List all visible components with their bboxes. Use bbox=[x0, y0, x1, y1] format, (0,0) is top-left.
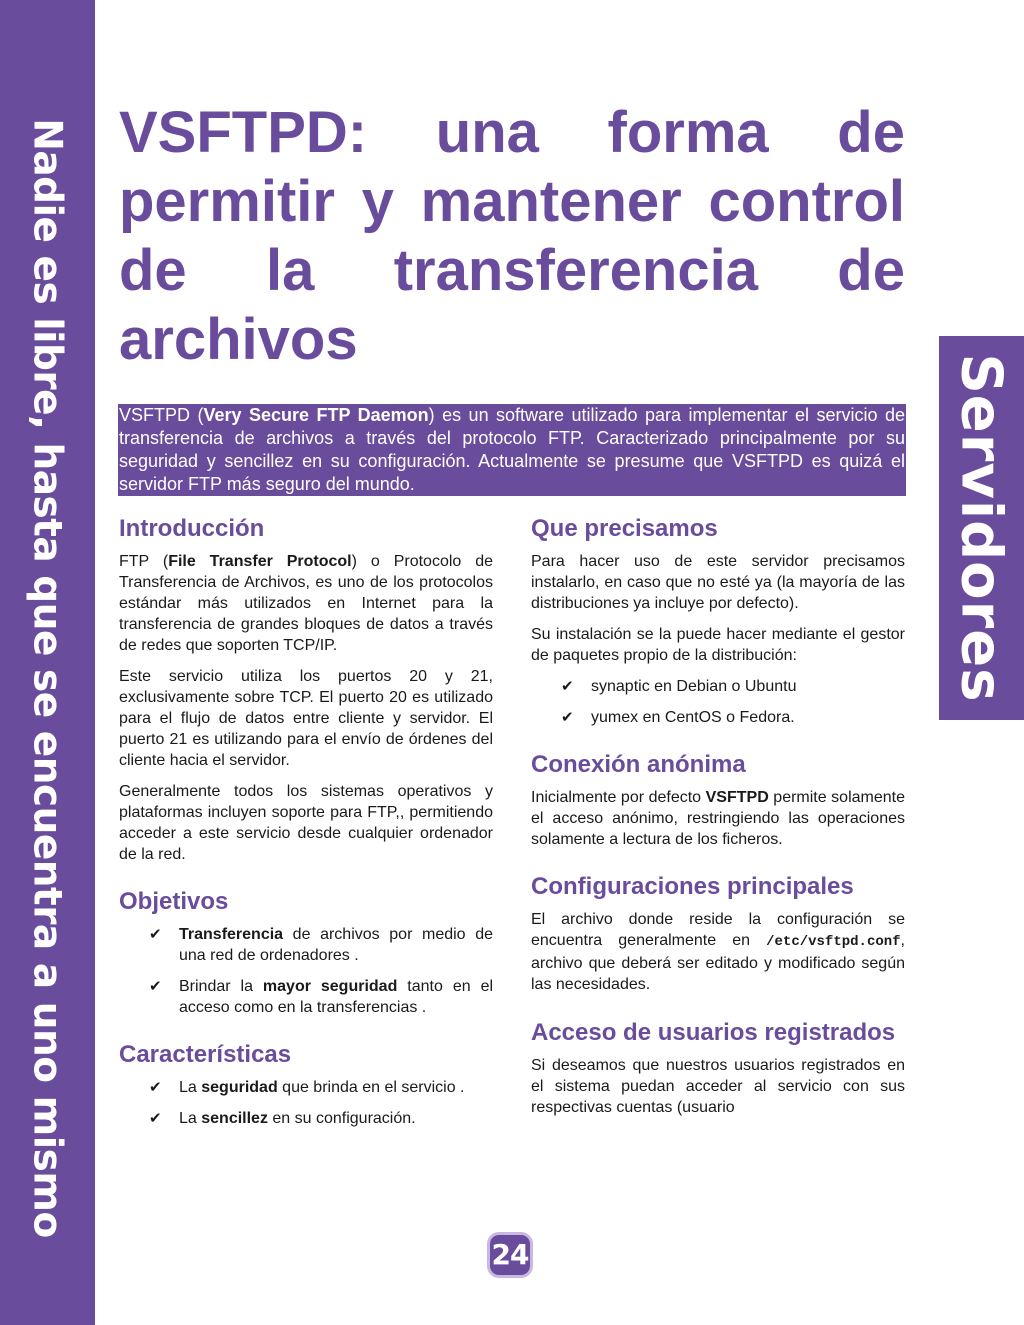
paragraph: Generalmente todos los sistemas operativos y plataformas incluyen soporte para FTP,, permitiendo acceder a este servicio desde cualquier ordenador de la red. bbox=[119, 783, 493, 863]
section-tab-label: Servidores bbox=[948, 353, 1014, 703]
checkmark-icon: ✔ bbox=[561, 678, 574, 695]
paragraph: FTP (File Transfer Protocol) o Protocolo de Transferencia de Archivos, es uno de los protocolos estándar más utilizados en Internet para la transferencia de grandes bloques de datos a través de redes que soporten TCP/IP. bbox=[119, 553, 494, 654]
left-side-band bbox=[0, 0, 95, 1325]
section-acceso-usuarios bbox=[531, 1017, 905, 1118]
section-tab bbox=[939, 336, 1024, 720]
intro-acronym: Very Secure FTP Daemon bbox=[203, 405, 429, 425]
section-conexion-anonima bbox=[531, 750, 905, 850]
paragraph: Este servicio utiliza los puertos 20 y 21, exclusivamente sobre TCP. El puerto 20 es utilizado para el flujo de datos entre cliente y servidor. El puerto 21 es utilizando para el envío de órdenes del cliente hacia el servidor. bbox=[119, 668, 493, 769]
side-quote: Nadie es libre, hasta que se encuentra a uno mismo bbox=[24, 118, 70, 1238]
page-number-badge: 24 bbox=[487, 1232, 533, 1278]
checkmark-icon: ✔ bbox=[149, 978, 162, 995]
paragraph: Si deseamos que nuestros usuarios registrados en el sistema puedan acceder al servicio con sus respectivas cuentas (usuario bbox=[531, 1057, 905, 1116]
intro-summary-box: VSFTPD (Very Secure FTP Daemon) es un software utilizado para implementar el servicio de transferencia de archivos a través del protocolo FTP. Caracterizado principalmente por su seguridad y sencillez en su configuración. Actualmente se presume que VSFTPD es quizá el servidor FTP más seguro del mundo. bbox=[119, 405, 905, 494]
checkmark-icon: ✔ bbox=[149, 1079, 162, 1096]
paragraph: El archivo donde reside la configuración se encuentra generalmente en /etc/vsftpd.conf, archivo que deberá ser editado y modificado según las necesidades. bbox=[531, 911, 905, 993]
heading-conexion-anonima: Conexión anónima bbox=[531, 751, 746, 778]
checkmark-icon: ✔ bbox=[561, 709, 574, 726]
section-que-precisamos bbox=[531, 514, 905, 728]
heading-acceso-usuarios: Acceso de usuarios registrados bbox=[531, 1019, 896, 1046]
list-item: ✔ La seguridad que brinda en el servicio . bbox=[149, 1079, 465, 1096]
caracteristicas-list bbox=[149, 1077, 493, 1129]
list-item: ✔ Transferencia de archivos por medio de una red de ordenadores . bbox=[149, 926, 493, 964]
section-introduccion bbox=[119, 514, 493, 865]
checkmark-icon: ✔ bbox=[149, 926, 162, 943]
list-item: ✔ yumex en CentOS o Fedora. bbox=[561, 709, 795, 726]
left-column bbox=[119, 514, 493, 1151]
paragraph: Para hacer uso de este servidor precisamos instalarlo, en caso que no esté ya (la mayoría de las distribuciones ya incluye por defecto). bbox=[531, 553, 905, 612]
section-caracteristicas bbox=[119, 1040, 493, 1129]
package-manager-list bbox=[561, 676, 905, 728]
heading-introduccion: Introducción bbox=[119, 515, 265, 542]
checkmark-icon: ✔ bbox=[149, 1110, 162, 1127]
paragraph: Inicialmente por defecto VSFTPD permite solamente el acceso anónimo, restringiendo las operaciones solamente a lectura de los ficheros. bbox=[531, 789, 906, 848]
heading-caracteristicas: Características bbox=[119, 1041, 292, 1068]
section-configuraciones bbox=[531, 872, 905, 995]
heading-configuraciones: Configuraciones principales bbox=[531, 873, 854, 900]
config-file-path: /etc/vsftpd.conf bbox=[766, 934, 901, 950]
list-item: ✔ Brindar la mayor seguridad tanto en el acceso como en la transferencias . bbox=[149, 978, 494, 1016]
article-title: VSFTPD: una forma de permitir y mantener control de la transferencia de archivos bbox=[119, 100, 905, 372]
right-column bbox=[531, 514, 905, 1140]
paragraph: Su instalación se la puede hacer mediante el gestor de paquetes propio de la distribución: bbox=[531, 626, 905, 664]
heading-que-precisamos: Que precisamos bbox=[531, 515, 718, 542]
list-item: ✔ synaptic en Debian o Ubuntu bbox=[561, 678, 797, 695]
list-item: ✔ La sencillez en su configuración. bbox=[149, 1110, 416, 1127]
heading-objetivos: Objetivos bbox=[119, 888, 229, 915]
section-objetivos bbox=[119, 887, 493, 1018]
objetivos-list bbox=[149, 924, 493, 1018]
